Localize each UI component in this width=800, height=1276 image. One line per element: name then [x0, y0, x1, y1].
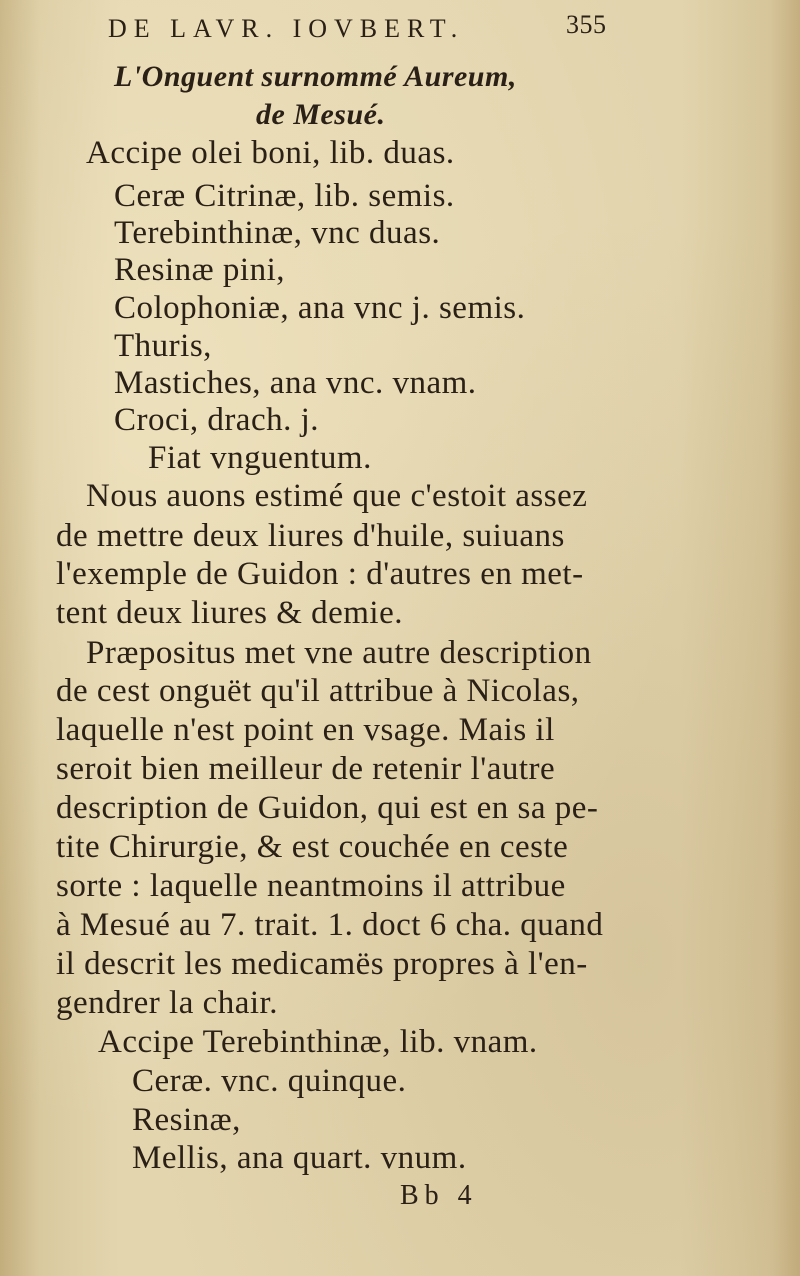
paragraph-line: laquelle n'est point en vsage. Mais il	[56, 712, 555, 748]
recipe-line: Colophoniæ, ana vnc j. semis.	[114, 290, 526, 326]
recipe-line: Accipe Terebinthinæ, lib. vnam.	[98, 1024, 538, 1060]
recipe-line: Resinæ,	[132, 1102, 241, 1138]
recipe-line: Mellis, ana quart. vnum.	[132, 1140, 467, 1176]
paragraph-line: de mettre deux liures d'huile, suiuans	[56, 518, 565, 554]
recipe-line: Croci, drach. j.	[114, 402, 320, 438]
paragraph-line: sorte : laquelle neantmoins il attribue	[56, 868, 566, 904]
recipe-line: Resinæ pini,	[114, 252, 286, 288]
paragraph-line: l'exemple de Guidon : d'autres en met-	[56, 556, 584, 592]
section-title-line-1: L'Onguent surnommé Aureum,	[114, 60, 517, 93]
recipe-line: Mastiches, ana vnc. vnam.	[114, 365, 477, 401]
paragraph-line: description de Guidon, qui est en sa pe-	[56, 790, 599, 826]
section-title-line-2: de Mesué.	[256, 98, 386, 131]
paragraph-line: tite Chirurgie, & est couchée en ceste	[56, 829, 569, 865]
paragraph-line: Præpositus met vne autre description	[86, 635, 592, 671]
recipe-line: Accipe olei boni, lib. duas.	[86, 135, 455, 171]
paragraph-line: seroit bien meilleur de retenir l'autre	[56, 751, 556, 787]
paragraph-line: de cest onguët qu'il attribue à Nicolas,	[56, 673, 580, 709]
paragraph-line: à Mesué au 7. trait. 1. doct 6 cha. quand	[56, 907, 604, 943]
recipe-line: Ceræ. vnc. quinque.	[132, 1063, 407, 1099]
signature-mark: Bb 4	[400, 1180, 478, 1211]
running-head: DE LAVR. IOVBERT.	[108, 14, 465, 43]
paragraph-line: tent deux liures & demie.	[56, 595, 403, 631]
paragraph-line: gendrer la chair.	[56, 985, 278, 1021]
recipe-line: Fiat vnguentum.	[148, 440, 372, 476]
recipe-line: Terebinthinæ, vnc duas.	[114, 215, 441, 251]
page-number: 355	[566, 10, 607, 39]
recipe-line: Ceræ Citrinæ, lib. semis.	[114, 178, 455, 214]
paragraph-line: il descrit les medicamës propres à l'en-	[56, 946, 588, 982]
recipe-line: Thuris,	[114, 328, 212, 364]
paragraph-line: Nous auons estimé que c'estoit assez	[86, 478, 588, 514]
